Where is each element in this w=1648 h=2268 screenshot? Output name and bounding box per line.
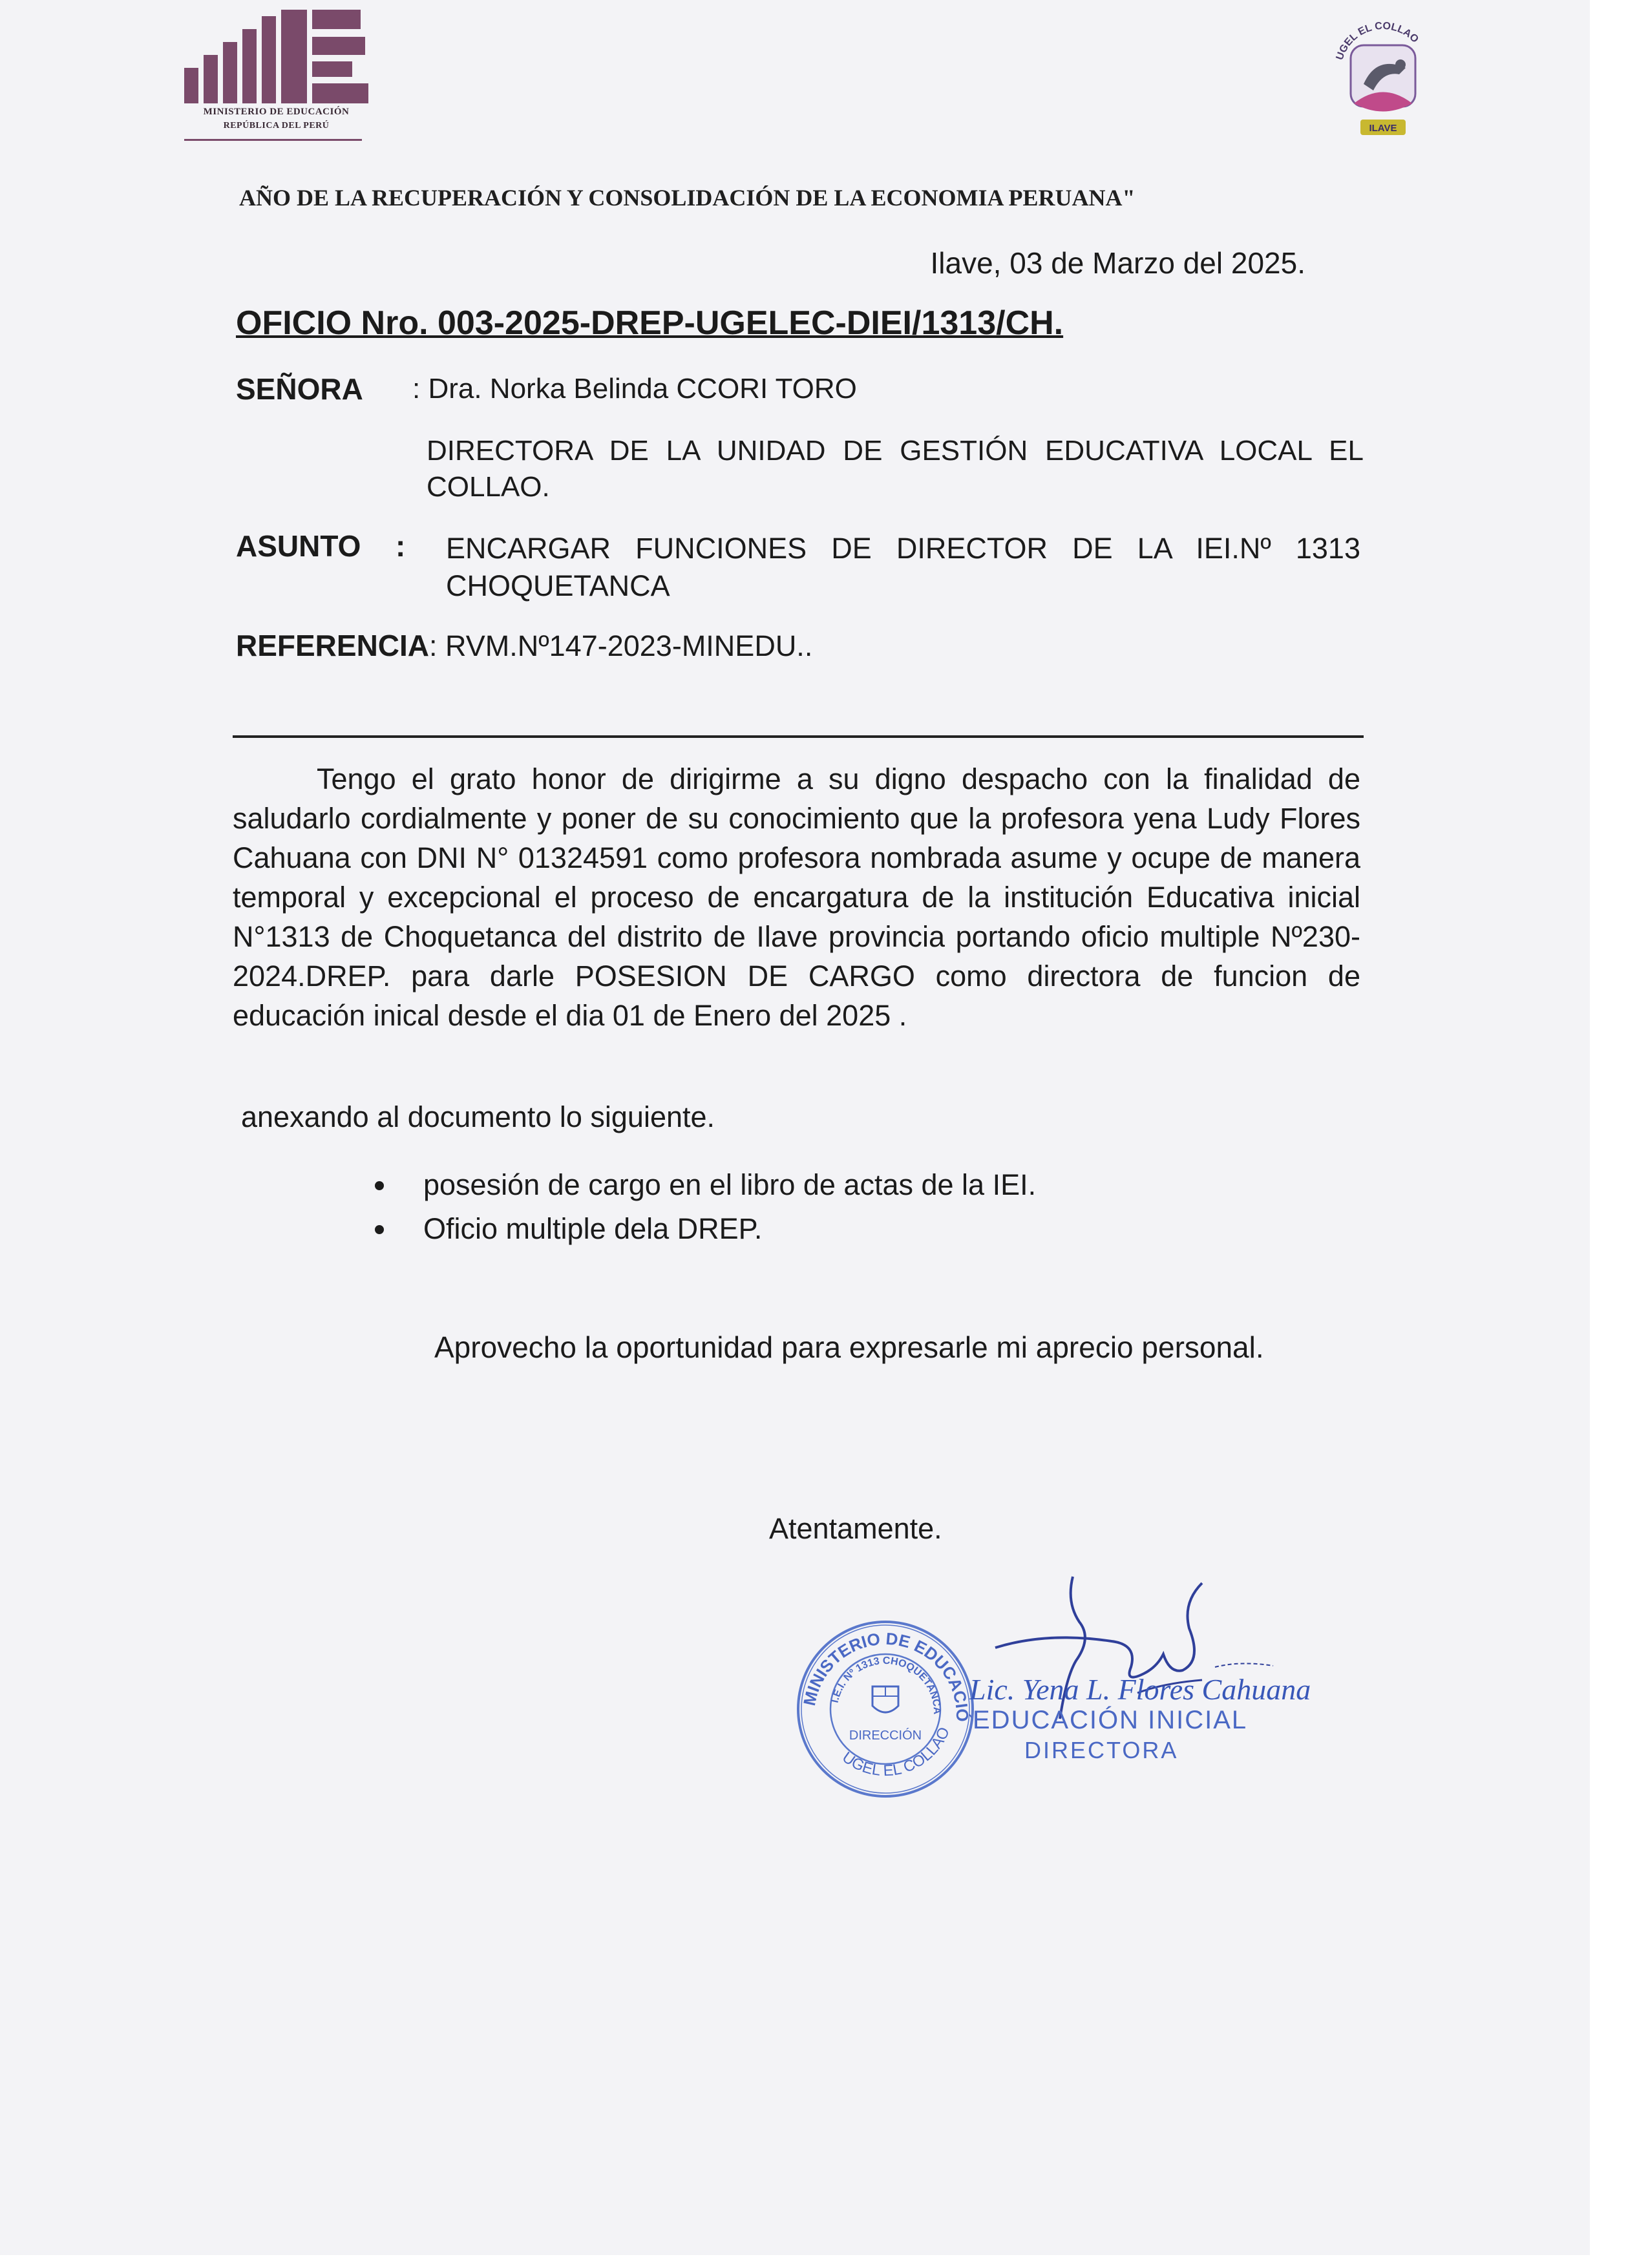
signer-position: DIRECTORA: [1024, 1737, 1179, 1763]
ugel-logo: [1328, 10, 1438, 149]
addressee-title: DIRECTORA DE LA UNIDAD DE GESTIÓN EDUCATIVA LOCAL EL COLLAO.: [427, 435, 1364, 503]
subject-colon: :: [396, 529, 406, 563]
svg-text:UGEL EL COLLAO: UGEL EL COLLAO: [839, 1724, 954, 1780]
svg-text:ILAVE: ILAVE: [1369, 123, 1397, 134]
addressee-label: SEÑORA: [236, 372, 363, 406]
ministry-logo: [184, 10, 378, 145]
body-paragraph: [233, 759, 1360, 1035]
ministry-logo-line2: REPÚBLICA DEL PERÚ: [223, 121, 330, 131]
svg-text:MINISTERIO DE EDUCACIÓN: MINISTERIO DE EDUCACIÓ: [799, 1628, 973, 1722]
svg-text:DIRECCIÓN: DIRECCIÓN: [849, 1728, 922, 1743]
ministry-logo-rule: [184, 139, 362, 141]
separator-line: [233, 735, 1364, 738]
regards-line: Atentamente.: [769, 1512, 942, 1545]
annex-list: [372, 1163, 1036, 1251]
reference-label: REFERENCIA: [236, 629, 430, 662]
reference-text: : RVM.Nº147-2023-MINEDU..: [429, 629, 813, 662]
ministry-logo-bars: [184, 10, 368, 103]
seal-stamp-icon: [792, 1615, 979, 1803]
signer-name: Lic. Yena L. Flores Cahuana: [969, 1673, 1311, 1706]
signer-area: EDUCACIÓN INICIAL: [973, 1706, 1248, 1734]
oficio-number: OFICIO Nro. 003-2025-DREP-UGELEC-DIEI/1313/CH.: [236, 304, 1064, 342]
ugel-bird-emblem-icon: [1328, 10, 1438, 149]
closing-line: Aprovecho la oportunidad para expresarle mi aprecio personal.: [434, 1330, 1264, 1364]
ministry-logo-line1: MINISTERIO DE EDUCACIÓN: [203, 107, 350, 117]
subject-label: ASUNTO: [236, 529, 361, 563]
subject-text: ENCARGAR FUNCIONES DE DIRECTOR DE LA IEI.Nº 1313 CHOQUETANCA: [446, 532, 1360, 602]
letter-date: Ilave, 03 de Marzo del 2025.: [930, 246, 1305, 280]
addressee-name: : Dra. Norka Belinda CCORI TORO: [412, 373, 857, 404]
svg-text:I.E.I. Nº 1313 CHOQUETANCA: I.E.I. Nº 1313 CHOQUETANCA: [829, 1655, 943, 1715]
year-motto: AÑO DE LA RECUPERACIÓN Y CONSOLIDACIÓN DE LA ECONOMIA PERUANA": [239, 185, 1136, 211]
reference-line: [236, 628, 812, 663]
body-text: Tengo el grato honor de dirigirme a su digno despacho con la finalidad de saludarlo cordialmente y poner de su conocimiento que la profesora yena Ludy Flores Cahuana con DNI N° 01324591 como profesora nombrada asume y ocupe de manera temporal y excepcional el proceso de encargatura de la institución Educativa inicial N°1313 de Choquetanca del distrito de Ilave provincia portando oficio multiple Nº230-2024.DREP. para darle POSESION DE CARGO como directora de funcion de educación inical desde el dia 01 de Enero del 2025 .: [233, 762, 1360, 1032]
official-seal: [792, 1615, 979, 1803]
svg-text:UGEL EL COLLAO: UGEL EL COLLAO: [1334, 20, 1421, 62]
annex-intro: anexando al documento lo siguiente.: [241, 1100, 715, 1133]
list-item: Oficio multiple dela DREP.: [372, 1207, 1036, 1251]
list-item: posesión de cargo en el libro de actas de la IEI.: [372, 1163, 1036, 1207]
